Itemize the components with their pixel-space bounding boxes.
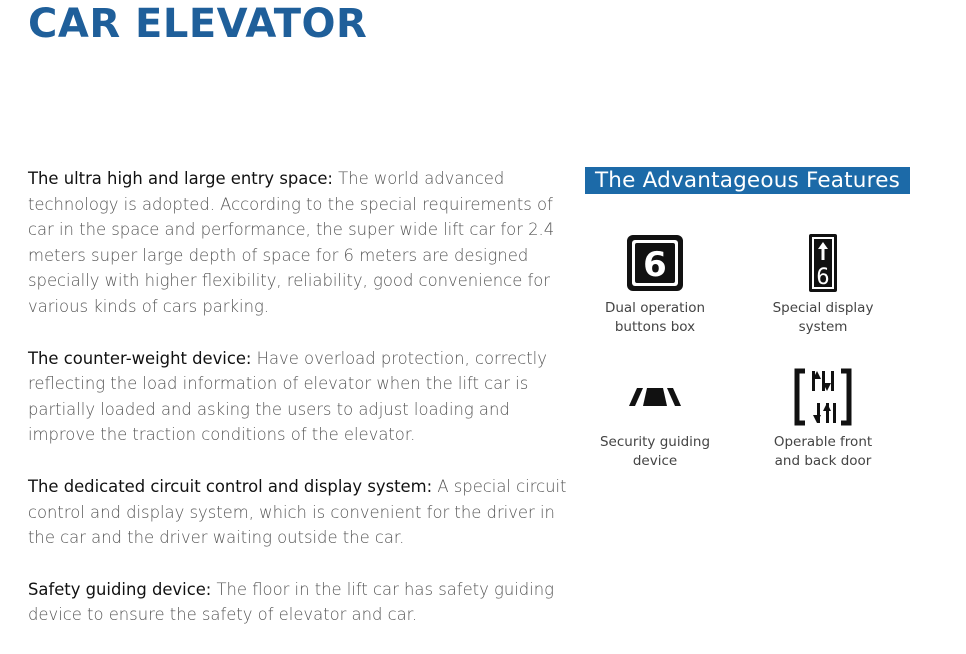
feature-front-back-door xyxy=(748,367,898,471)
display-panel-icon xyxy=(793,233,853,293)
features-heading: The Advantageous Features xyxy=(585,167,910,194)
paragraph-safety-guiding xyxy=(28,577,568,628)
feature-label-line: and back door xyxy=(774,453,872,469)
feature-label-line: Special display xyxy=(772,300,874,316)
paragraph-counter-weight xyxy=(28,346,568,448)
paragraph-circuit-control xyxy=(28,474,568,551)
feature-label-line: Operable front xyxy=(773,434,873,450)
feature-label xyxy=(580,299,730,337)
paragraph-lead: The ultra high and large entry space: xyxy=(28,169,333,188)
page-title: CAR ELEVATOR xyxy=(28,1,368,47)
guide-ramp-icon xyxy=(625,367,685,427)
floor-button-icon xyxy=(625,233,685,293)
feature-security-guiding xyxy=(580,367,730,471)
feature-dual-operation xyxy=(580,233,730,337)
paragraph-lead: The counter-weight device: xyxy=(28,348,252,368)
front-back-door-icon xyxy=(793,367,853,427)
feature-label-line: Security guiding xyxy=(599,434,711,450)
paragraph-lead: The dedicated circuit control and display system: xyxy=(28,476,433,496)
display-glyph: 6 xyxy=(816,265,830,290)
paragraph-body: A special circuit control and display system, which is convenient for the driver in the car and the driver waiting outside the car. xyxy=(28,476,567,548)
feature-label xyxy=(748,433,898,471)
feature-label-line: device xyxy=(632,453,678,469)
description-section xyxy=(28,166,568,654)
feature-label xyxy=(580,433,730,471)
paragraph-entry-space xyxy=(28,166,568,320)
paragraph-body: Have overload protection, correctly reflecting the load information of elevator when the lift car is partially loaded and asking the users to adjust loading and improve the traction conditions of the elevator. xyxy=(28,348,547,445)
paragraph-body: The world advanced technology is adopted. According to the special requirements of car in the space and performance, the super wide lift car for 2.4 meters super large depth of space for 6 meters are designed specially with higher flexibility, reliability, good convenience for various kinds of cars parking. xyxy=(28,169,555,316)
button-glyph: 6 xyxy=(643,245,667,285)
feature-label-line: buttons box xyxy=(614,319,696,335)
feature-display-system xyxy=(748,233,898,337)
feature-label-line: Dual operation xyxy=(604,300,706,316)
paragraph-lead: Safety guiding device: xyxy=(28,579,212,599)
paragraph-body: The floor in the lift car has safety guiding device to ensure the safety of elevator and car. xyxy=(28,579,554,625)
feature-label-line: system xyxy=(798,319,848,335)
feature-label xyxy=(748,299,898,337)
